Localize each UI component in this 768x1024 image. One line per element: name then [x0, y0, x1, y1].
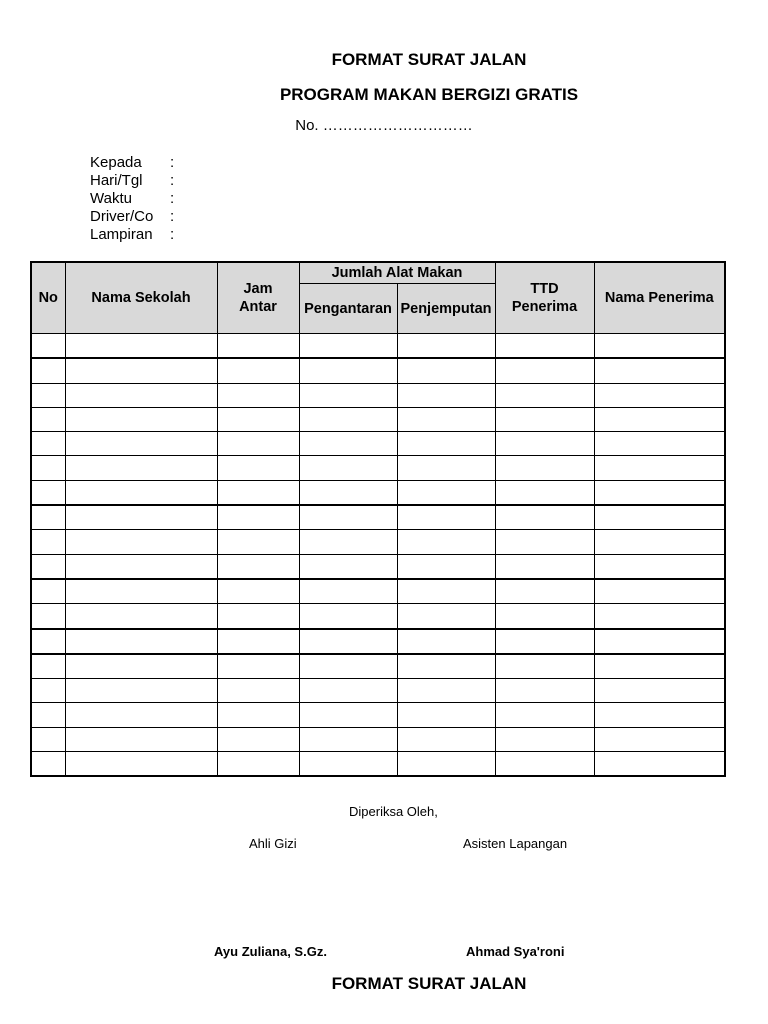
table-cell [31, 679, 65, 703]
table-cell [299, 703, 397, 727]
table-cell [397, 334, 495, 359]
table-cell [495, 530, 594, 554]
table-row [31, 334, 725, 359]
table-cell [397, 629, 495, 654]
table-cell [495, 727, 594, 751]
table-cell [217, 752, 299, 777]
table-cell [217, 579, 299, 604]
table-cell [495, 679, 594, 703]
document-subtitle: PROGRAM MAKAN BERGIZI GRATIS [279, 85, 579, 104]
table-row [31, 407, 725, 431]
table-cell [65, 505, 217, 530]
signer-name-right: Ahmad Sya'roni [466, 944, 565, 959]
table-cell [31, 654, 65, 679]
table-cell [397, 383, 495, 407]
table-cell [299, 554, 397, 579]
table-cell [397, 554, 495, 579]
table-cell [217, 679, 299, 703]
table-cell [217, 505, 299, 530]
info-label: Kepada [90, 154, 142, 171]
table-cell [594, 629, 725, 654]
table-cell [217, 554, 299, 579]
table-cell [299, 679, 397, 703]
signer-name-left: Ayu Zuliana, S.Gz. [214, 944, 327, 959]
table-cell [31, 530, 65, 554]
table-cell [594, 703, 725, 727]
table-row [31, 456, 725, 480]
table-cell [594, 407, 725, 431]
table-cell [217, 432, 299, 456]
table-cell [495, 579, 594, 604]
table-cell [495, 334, 594, 359]
table-cell [594, 456, 725, 480]
table-cell [31, 456, 65, 480]
table-cell [217, 727, 299, 751]
table-cell [397, 654, 495, 679]
table-cell [217, 383, 299, 407]
table-cell [299, 654, 397, 679]
table-cell [31, 383, 65, 407]
info-separator: : [170, 190, 175, 207]
header-penjemputan: Penjemputan [397, 284, 495, 334]
table-cell [495, 407, 594, 431]
repeat-title: FORMAT SURAT JALAN [331, 974, 527, 993]
table-row [31, 505, 725, 530]
table-row [31, 530, 725, 554]
table-cell [65, 579, 217, 604]
table-cell [31, 358, 65, 383]
table-cell [299, 456, 397, 480]
table-cell [495, 629, 594, 654]
table-cell [31, 407, 65, 431]
table-cell [495, 554, 594, 579]
role-asisten-lapangan: Asisten Lapangan [463, 836, 568, 851]
table-cell [299, 334, 397, 359]
table-cell [65, 530, 217, 554]
document-number: No. ………………………… [295, 117, 473, 134]
table-body [31, 334, 725, 777]
table-cell [31, 752, 65, 777]
table-cell [397, 432, 495, 456]
table-cell [594, 679, 725, 703]
table-cell [217, 456, 299, 480]
table-cell [299, 579, 397, 604]
header-jumlah-alat-makan: Jumlah Alat Makan [299, 262, 495, 284]
table-cell [397, 703, 495, 727]
table-cell [299, 505, 397, 530]
info-label: Lampiran [90, 226, 153, 243]
table-cell [594, 604, 725, 629]
table-cell [397, 727, 495, 751]
table-cell [495, 456, 594, 480]
table-cell [65, 604, 217, 629]
table-cell [299, 530, 397, 554]
table-cell [594, 654, 725, 679]
table-cell [31, 604, 65, 629]
table-cell [65, 383, 217, 407]
table-cell [594, 480, 725, 505]
table-cell [594, 752, 725, 777]
table-row [31, 432, 725, 456]
header-nama-sekolah: Nama Sekolah [65, 262, 217, 334]
table-cell [299, 358, 397, 383]
table-cell [594, 530, 725, 554]
table-row [31, 554, 725, 579]
table-row [31, 579, 725, 604]
table-cell [217, 530, 299, 554]
table-row [31, 752, 725, 777]
header-pengantaran: Pengantaran [299, 284, 397, 334]
table-cell [594, 505, 725, 530]
header-ttd-penerima: TTD Penerima [495, 262, 594, 334]
table-cell [217, 334, 299, 359]
table-cell [397, 530, 495, 554]
table-cell [65, 554, 217, 579]
info-row-kepada [90, 154, 174, 172]
table-cell [299, 629, 397, 654]
table-cell [65, 679, 217, 703]
table-cell [31, 432, 65, 456]
table-cell [31, 629, 65, 654]
info-separator: : [170, 172, 175, 189]
table-cell [31, 334, 65, 359]
info-separator: : [170, 226, 175, 243]
table-cell [495, 358, 594, 383]
table-cell [495, 480, 594, 505]
table-cell [217, 407, 299, 431]
table-cell [31, 579, 65, 604]
table-cell [397, 407, 495, 431]
table-cell [594, 554, 725, 579]
table-cell [594, 432, 725, 456]
info-separator: : [170, 154, 175, 171]
table-cell [31, 554, 65, 579]
table-cell [65, 480, 217, 505]
table-cell [495, 432, 594, 456]
table-cell [31, 703, 65, 727]
table-cell [397, 579, 495, 604]
table-row [31, 679, 725, 703]
info-row-lampiran [90, 226, 174, 244]
table-row [31, 629, 725, 654]
table-cell [65, 629, 217, 654]
table-cell [397, 456, 495, 480]
table-cell [594, 334, 725, 359]
table-cell [65, 703, 217, 727]
table-cell [299, 480, 397, 505]
info-separator: : [170, 208, 175, 225]
table-row [31, 727, 725, 751]
role-ahli-gizi: Ahli Gizi [249, 836, 297, 851]
info-row-hari-tgl [90, 172, 174, 190]
info-row-driver [90, 208, 174, 226]
table-cell [299, 383, 397, 407]
table-cell [594, 727, 725, 751]
table-row [31, 358, 725, 383]
table-row [31, 604, 725, 629]
table-cell [31, 727, 65, 751]
table-cell [397, 604, 495, 629]
table-cell [31, 505, 65, 530]
table-cell [495, 654, 594, 679]
table-cell [65, 654, 217, 679]
table-cell [495, 604, 594, 629]
header-no: No [31, 262, 65, 334]
table-cell [217, 358, 299, 383]
info-label: Hari/Tgl [90, 172, 143, 189]
table-cell [397, 505, 495, 530]
table-cell [594, 579, 725, 604]
table-cell [65, 358, 217, 383]
table-cell [397, 679, 495, 703]
table-cell [299, 407, 397, 431]
table-cell [31, 480, 65, 505]
table-cell [397, 358, 495, 383]
table-cell [217, 654, 299, 679]
table-cell [217, 703, 299, 727]
table-cell [594, 383, 725, 407]
header-jam-antar: Jam Antar [217, 262, 299, 334]
table-cell [65, 407, 217, 431]
table-cell [65, 334, 217, 359]
table-row [31, 383, 725, 407]
delivery-table [30, 261, 726, 777]
table-cell [217, 604, 299, 629]
table-row [31, 654, 725, 679]
table-cell [299, 432, 397, 456]
table-row [31, 480, 725, 505]
table-cell [65, 727, 217, 751]
table-cell [299, 604, 397, 629]
table-cell [217, 629, 299, 654]
table-row [31, 703, 725, 727]
info-label: Driver/Co [90, 208, 154, 225]
table-cell [299, 752, 397, 777]
table-cell [65, 752, 217, 777]
table-cell [495, 703, 594, 727]
table-cell [397, 480, 495, 505]
table-cell [65, 456, 217, 480]
table-cell [495, 383, 594, 407]
checked-by-label: Diperiksa Oleh, [349, 804, 438, 819]
info-block [90, 154, 174, 244]
table-cell [397, 752, 495, 777]
table-cell [65, 432, 217, 456]
table-cell [299, 727, 397, 751]
table-cell [495, 505, 594, 530]
header-nama-penerima: Nama Penerima [594, 262, 725, 334]
info-label: Waktu [90, 190, 132, 207]
info-row-waktu [90, 190, 174, 208]
document-title: FORMAT SURAT JALAN [331, 50, 527, 69]
table-cell [594, 358, 725, 383]
table-cell [217, 480, 299, 505]
table-cell [495, 752, 594, 777]
